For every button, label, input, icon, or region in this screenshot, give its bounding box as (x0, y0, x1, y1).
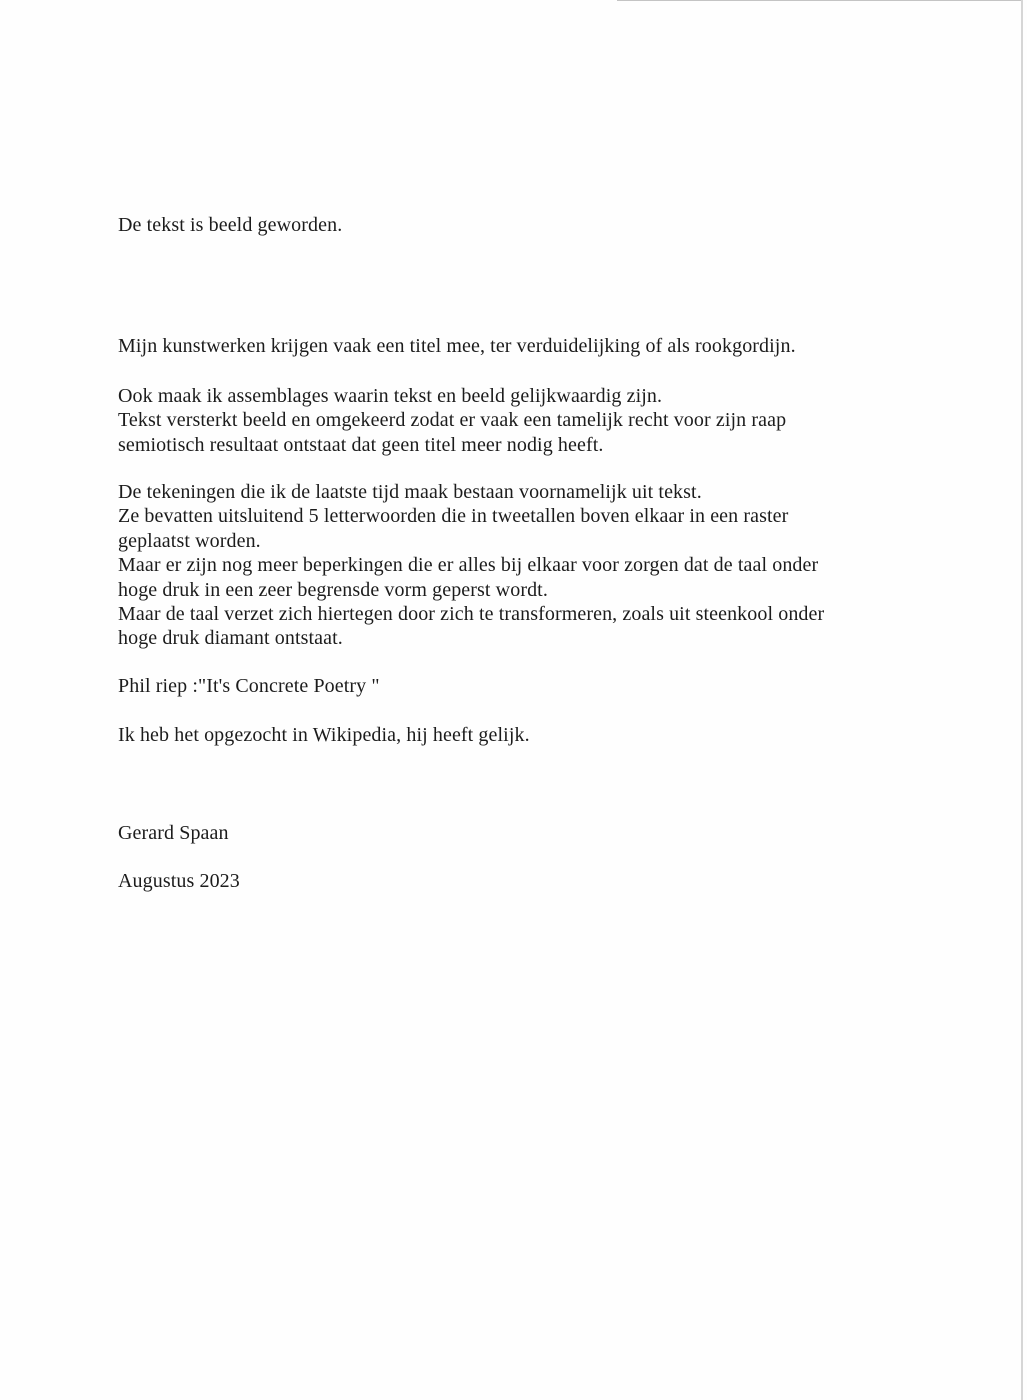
text-line: hoge druk in een zeer begrensde vorm geperst wordt. (118, 578, 548, 601)
scan-top-edge-line (617, 0, 1023, 1)
text-line: Augustus 2023 (118, 870, 240, 893)
text-line: Ze bevatten uitsluitend 5 letterwoorden die in tweetallen boven elkaar in een raster (118, 505, 789, 528)
text-line: Ik heb het opgezocht in Wikipedia, hij heeft gelijk. (118, 724, 530, 747)
paragraph-phil-quote (118, 674, 928, 698)
scan-right-edge-line (1021, 0, 1023, 1400)
text-line: hoge druk diamant ontstaat. (118, 627, 343, 650)
paragraph-wikipedia (118, 723, 928, 747)
text-line: De tekeningen die ik de laatste tijd maak bestaan voornamelijk uit tekst. (118, 481, 702, 504)
text-line: geplaatst worden. (118, 529, 261, 552)
text-line: Maar de taal verzet zich hiertegen door zich te transformeren, zoals uit steenkool onder (118, 603, 825, 626)
signature-date (118, 869, 928, 893)
paragraph-titles (118, 334, 928, 358)
text-line: Phil riep :"It's Concrete Poetry " (118, 674, 380, 697)
text-line: semiotisch resultaat ontstaat dat geen titel meer nodig heeft. (118, 433, 604, 456)
paragraph-tekeningen (118, 480, 928, 651)
text-line: Gerard Spaan (118, 821, 229, 844)
text-line: Mijn kunstwerken krijgen vaak een titel mee, ter verduidelijking of als rookgordijn. (118, 335, 796, 358)
text-line: Tekst versterkt beeld en omgekeerd zodat er vaak een tamelijk recht voor zijn raap (118, 409, 787, 432)
opening-paragraph (118, 213, 928, 237)
signature-name (118, 821, 928, 845)
text-line: Ook maak ik assemblages waarin tekst en beeld gelijkwaardig zijn. (118, 384, 663, 407)
text-line: Maar er zijn nog meer beperkingen die er alles bij elkaar voor zorgen dat de taal onder (118, 554, 819, 577)
paragraph-assemblages (118, 384, 928, 457)
letter-body (118, 213, 928, 894)
text-line: De tekst is beeld geworden. (118, 214, 343, 236)
